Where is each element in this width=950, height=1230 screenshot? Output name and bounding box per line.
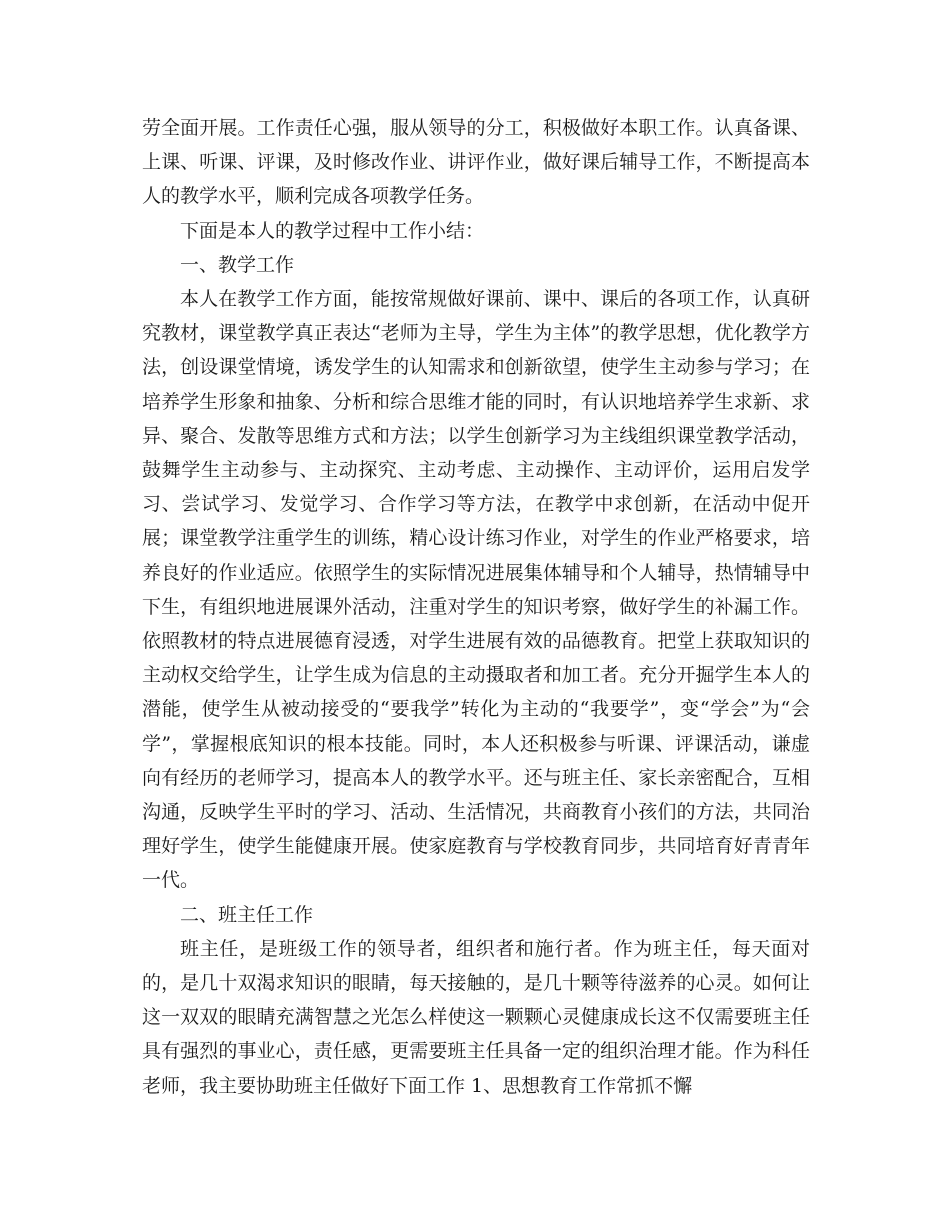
paragraph-teaching: 本人在教学工作方面，能按常规做好课前、课中、课后的各项工作，认真研究教材，课堂教学真正表达“老师为主导，学生为主体”的教学思想，优化教学方法，创设课堂情境，诱发学生的认知需求和创新欲望，使学生主动参与学习；在培养学生形象和抽象、分析和综合思维才能的同时，有认识地培养学生求新、求异、聚合、发散等思维方式和方法；以学生创新学习为主线组织课堂教学活动，鼓舞学生主动参与、主动探究、主动考虑、主动操作、主动评价，运用启发学习、尝试学习、发觉学习、合作学习等方法，在教学中求创新，在活动中促开展；课堂教学注重学生的训练，精心设计练习作业，对学生的作业严格要求，培养良好的作业适应。依照学生的实际情况进展集体辅导和个人辅导，热情辅导中下生，有组织地进展课外活动，注重对学生的知识考察，做好学生的补漏工作。依照教材的特点进展德育浸透，对学生进展有效的品德教育。把堂上获取知识的主动权交给学生，让学生成为信息的主动摄取者和加工者。充分开掘学生本人的潜能，使学生从被动接受的“要我学”转化为主动的“我要学”，变“学会”为“会学”，掌握根底知识的根本技能。同时，本人还积极参与听课、评课活动，谦虚向有经历的老师学习，提高本人的教学水平。还与班主任、家长亲密配合，互相沟通，反映学生平时的学习、活动、生活情况，共商教育小孩们的方法，共同治理好学生，使学生能健康开展。使家庭教育与学校教育同步，共同培育好青青年一代。 bbox=[142, 288, 810, 892]
document-body bbox=[142, 111, 810, 1103]
paragraph-intro: 下面是本人的教学过程中工作小结： bbox=[180, 219, 485, 242]
paragraph-continuation: 劳全面开展。工作责任心强，服从领导的分工，积极做好本职工作。认真备课、上课、听课、评课，及时修改作业、讲评作业，做好课后辅导工作，不断提高本人的教学水平，顺利完成各项教学任务。 bbox=[142, 117, 810, 208]
section-heading-head-teacher: 二、班主任工作 bbox=[180, 903, 314, 926]
section-heading-teaching: 一、教学工作 bbox=[180, 253, 295, 276]
paragraph-head-teacher: 班主任，是班级工作的领导者，组织者和施行者。作为班主任，每天面对的，是几十双渴求知识的眼睛，每天接触的，是几十颗等待滋养的心灵。如何让这一双双的眼睛充满智慧之光怎么样使这一颗颗心灵健康成长这不仅需要班主任具有强烈的事业心，责任感，更需要班主任具备一定的组织治理才能。作为科任老师，我主要协助班主任做好下面工作 1、思想教育工作常抓不懈 bbox=[142, 937, 810, 1097]
